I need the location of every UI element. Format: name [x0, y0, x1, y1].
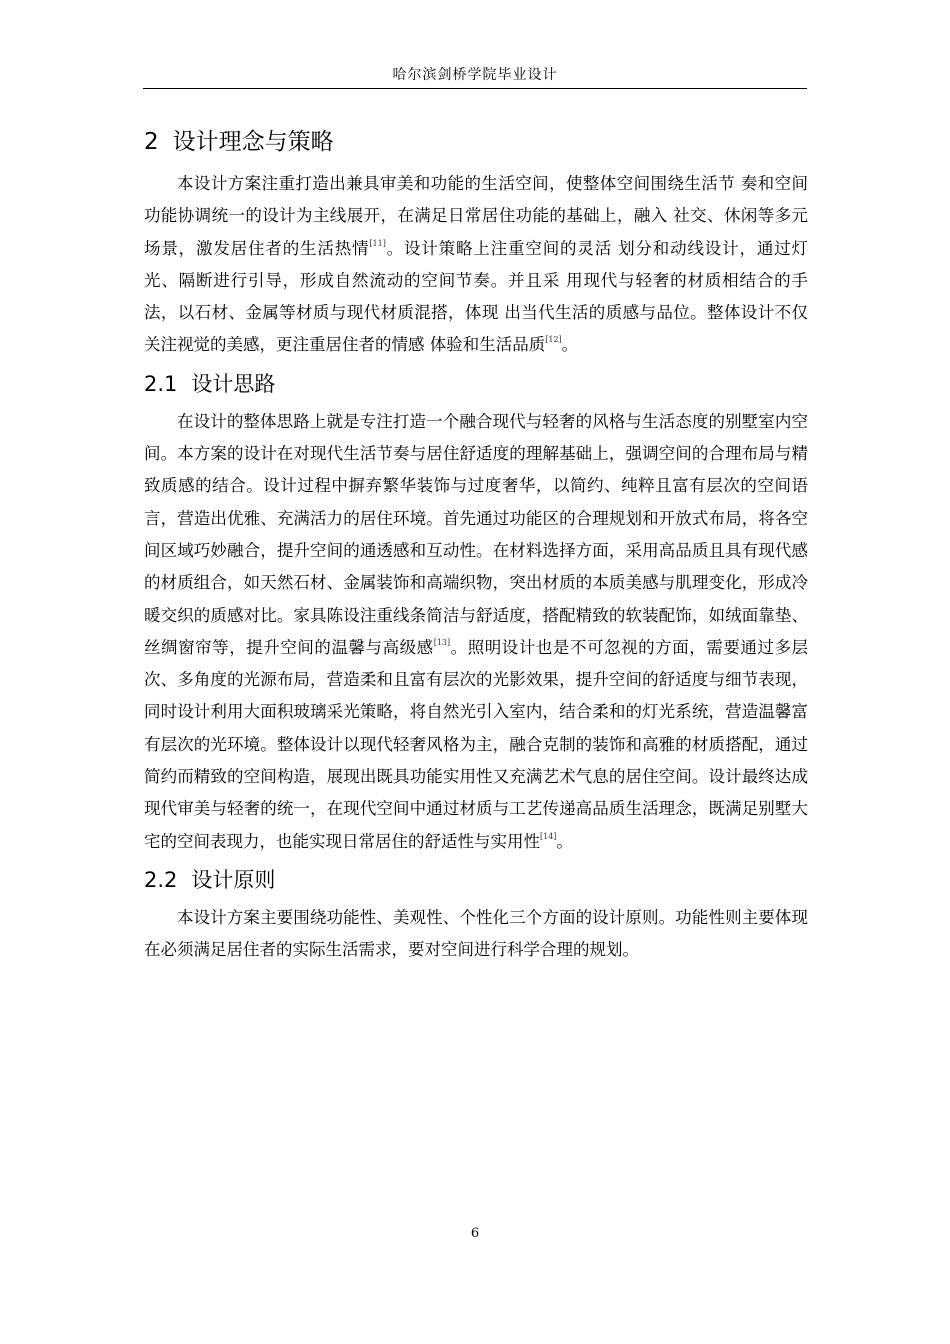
chapter-title: 设计理念与策略: [172, 129, 334, 155]
paragraph-text: 在设计的整体思路上就是专注打造一个融合现代与轻奢的风格与生活态度的别墅室内空间。本方案的设计在对现代生活节奏与居住舒适度的理解基础上，强调空间的合理布局与精致质感的结合。设计过程中摒弃繁华装饰与过度奢华，以简约、纯粹且富有层次的空间语言，营造出优雅、充满活力的居住环境。首先通过功能区的合理规划和开放式布局，将各空间区域巧妙融合，提升空间的通透感和互动性。在材料选择方面，采用高品质且具有现代感的材质组合，如天然石材、金属装饰和高端织物，突出材质的本质美感与肌理变化，形成冷暖交织的质感对比。家具陈设注重线条简洁与舒适度，搭配精致的软装配饰，如绒面靠垫、丝绸窗帘等，提升空间的温馨与高级感: [144, 411, 808, 657]
section-heading-2-2: [144, 860, 808, 900]
header-divider: [143, 88, 807, 89]
paragraph-text: 。: [561, 335, 579, 355]
paragraph-text: 。设计策略上注重空间的灵活 划分和动线设计，通过灯光、隔断进行引导，形成自然流动的空间节奏。并且采 用现代与轻奢的材质相结合的手法，以石材、金属等材质与现代材质混搭，体现 出当代生活的质感与品位。整体设计不仅关注视觉的美感，更注重居住者的情感 体验和生活品质: [144, 238, 808, 355]
section-2-2-paragraph: [144, 902, 808, 967]
section-heading-2-1: [144, 364, 808, 404]
citation-12: [12]: [545, 335, 562, 345]
paragraph-text: 。: [556, 831, 573, 851]
citation-14: [14]: [540, 831, 557, 841]
citation-11: [11]: [369, 238, 386, 248]
paragraph-text: 。照明设计也是不可忽视的方面，需要通过多层次、多角度的光源布局，营造柔和且富有层次的光影效果，提升空间的舒适度与细节表现，同时设计利用大面积玻璃采光策略，将自然光引入室内，结合柔和的灯光系统，营造温馨富有层次的光环境。整体设计以现代轻奢风格为主，融合克制的装饰和高雅的材质搭配，通过简约而精致的空间构造，展现出既具功能实用性又充满艺术气息的居住空间。设计最终达成现代审美与轻奢的统一，在现代空间中通过材质与工艺传递高品质生活理念，既满足别墅大宅的空间表现力，也能实现日常居住的舒适性与实用性: [144, 637, 809, 851]
section-number: 2.1: [144, 371, 178, 396]
chapter-paragraph: [144, 168, 808, 362]
section-title: 设计原则: [191, 867, 276, 892]
page-header-title: 哈尔滨剑桥学院毕业设计: [392, 67, 558, 83]
section-title: 设计思路: [191, 371, 276, 396]
section-2-1-paragraph: [144, 406, 808, 858]
paragraph-text: 本设计方案主要围绕功能性、美观性、个性化三个方面的设计原则。功能性则主要体现在必须满足居住者的实际生活需求，要对空间进行科学合理的规划。: [144, 907, 808, 960]
page-number: 6: [470, 1226, 480, 1241]
paragraph-text: 本设计方案注重打造出兼具审美和功能的生活空间，使整体空间围绕生活节 奏和空间功能协调统一的设计为主线展开，在满足日常居住功能的基础上，融入 社交、休闲等多元场景，激发居住者的生活热情: [144, 174, 808, 258]
section-number: 2.2: [144, 867, 178, 892]
chapter-number: 2: [144, 129, 159, 155]
chapter-heading: [144, 122, 808, 162]
document-body: [144, 122, 808, 967]
citation-13: [13]: [433, 637, 451, 647]
